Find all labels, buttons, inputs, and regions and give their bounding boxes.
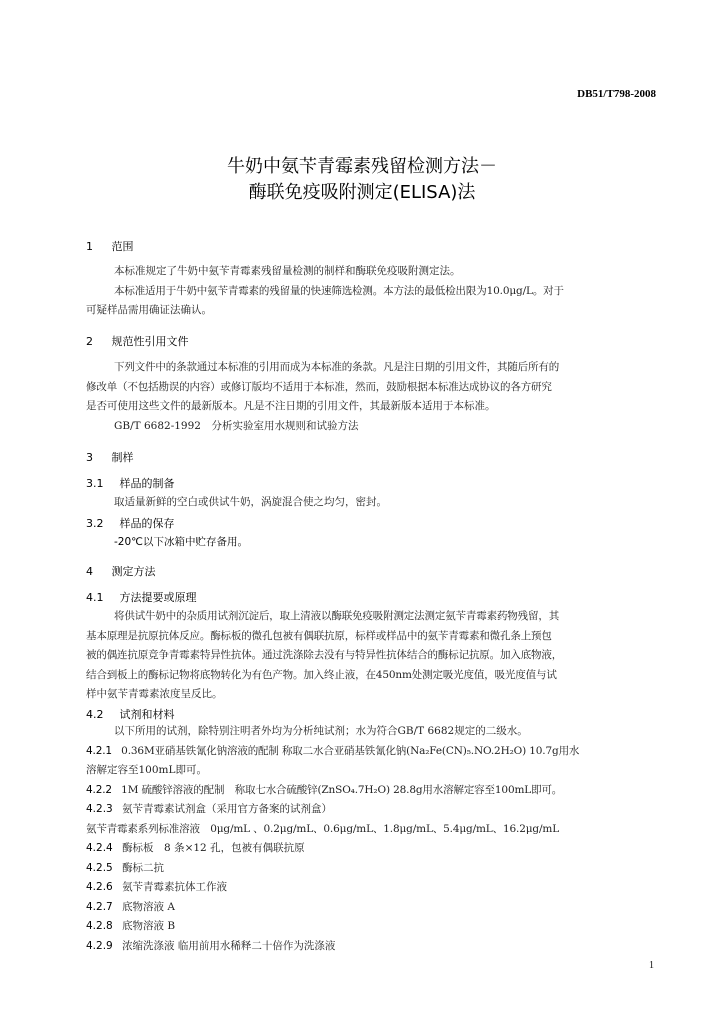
section-title: 测定方法 xyxy=(111,565,156,578)
subsection-3-1-heading xyxy=(86,475,175,491)
section-number: 3.1 xyxy=(86,477,104,490)
section-2-heading xyxy=(86,333,189,349)
subsection-4-1-heading xyxy=(86,589,197,605)
document-number: DB51/T798-2008 xyxy=(577,88,656,100)
paragraph: 取适量新鲜的空白或供试牛奶，涡旋混合使之均匀，密封。 xyxy=(114,496,387,508)
section-number: 1 xyxy=(86,240,93,253)
paragraph: 以下所用的试剂，除特别注明者外均为分析纯试剂；水为符合GB/T 6682规定的二级水。 xyxy=(114,725,528,737)
item-4-2-1 xyxy=(86,742,654,761)
subsection-3-2-heading xyxy=(86,515,175,531)
item-number: 4.2.7 xyxy=(86,901,113,913)
section-title: 试剂和材料 xyxy=(119,708,175,721)
item-number: 4.2.8 xyxy=(86,920,113,932)
section-title: 范围 xyxy=(111,240,134,253)
title-line-1: 牛奶中氨苄青霉素残留检测方法－ xyxy=(227,156,497,177)
item-4-2-2 xyxy=(86,781,654,800)
paragraph: 可疑样品需用确证法确认。 xyxy=(86,304,212,316)
item-4-2-6 xyxy=(86,878,654,897)
section-title: 方法提要或原理 xyxy=(119,591,197,604)
section-3-heading xyxy=(86,449,134,465)
item-text: 1M 硫酸锌溶液的配制 称取七水合硫酸锌(ZnSO₄.7H₂O) 28.8g用水溶解定容至100mL即可。 xyxy=(121,784,563,796)
reference-item: GB/T 6682-1992 分析实验室用水规则和试验方法 xyxy=(114,420,359,432)
item-4-2-9 xyxy=(86,937,654,956)
paragraph: 溶解定容至100mL即可。 xyxy=(86,764,207,776)
paragraph: 是否可使用这些文件的最新版本。凡是不注日期的引用文件，其最新版本适用于本标准。 xyxy=(86,400,496,412)
item-text: 酶标二抗 xyxy=(122,862,165,874)
item-text: 氨苄青霉素抗体工作液 xyxy=(122,881,228,893)
item-4-2-8 xyxy=(86,917,654,936)
item-number: 4.2.3 xyxy=(86,803,113,815)
subsection-4-2-heading xyxy=(86,706,175,722)
item-text: 底物溶液 B xyxy=(122,920,176,932)
item-text: 底物溶液 A xyxy=(122,901,175,913)
item-text: 0.36M亚硝基铁氰化钠溶液的配制 称取二水合亚硝基铁氰化钠(Na₂Fe(CN)₅.NO.2H₂O) 10.7g用水 xyxy=(121,745,580,757)
section-number: 4.2 xyxy=(86,708,104,721)
section-number: 3 xyxy=(86,451,93,464)
section-number: 3.2 xyxy=(86,517,104,530)
paragraph: -20℃以下冰箱中贮存备用。 xyxy=(114,536,248,548)
section-title: 规范性引用文件 xyxy=(111,335,189,348)
section-number: 4 xyxy=(86,565,93,578)
section-title: 样品的制备 xyxy=(119,477,175,490)
section-number: 2 xyxy=(86,335,93,348)
item-number: 4.2.5 xyxy=(86,862,113,874)
section-4-heading xyxy=(86,563,156,579)
item-number: 4.2.1 xyxy=(86,745,112,757)
paragraph: 修改单（不包括勘误的内容）或修订版均不适用于本标准，然而，鼓励根据本标准达成协议的各方研究 xyxy=(86,381,552,393)
item-4-2-7 xyxy=(86,898,654,917)
paragraph: 被的偶连抗原竞争青霉素特异性抗体。通过洗涤除去没有与特异性抗体结合的酶标记抗原。加入底物液， xyxy=(86,649,563,661)
section-title: 样品的保存 xyxy=(119,517,175,530)
section-number: 4.1 xyxy=(86,591,104,604)
item-text: 浓缩洗涤液 临用前用水稀释二十倍作为洗涤液 xyxy=(122,940,336,952)
item-number: 4.2.9 xyxy=(86,940,113,952)
section-title: 制样 xyxy=(111,451,134,464)
paragraph: 本标准规定了牛奶中氨苄青霉素残留量检测的制样和酶联免疫吸附测定法。 xyxy=(114,265,461,277)
page-number: 1 xyxy=(649,960,654,971)
section-1-heading xyxy=(86,238,134,254)
paragraph: 下列文件中的条款通过本标准的引用而成为本标准的条款。凡是注日期的引用文件，其随后所有的 xyxy=(114,361,560,373)
paragraph: 将供试牛奶中的杂质用试剂沉淀后，取上清液以酶联免疫吸附测定法测定氨苄青霉素药物残留，其 xyxy=(114,610,560,622)
paragraph: 基本原理是抗原抗体反应。酶标板的微孔包被有偶联抗原，标样或样品中的氨苄青霉素和微孔条上预包 xyxy=(86,630,552,642)
item-text: 酶标板 8 条×12 孔，包被有偶联抗原 xyxy=(122,842,305,854)
paragraph: 结合到板上的酶标记物将底物转化为有色产物。加入终止液，在450nm处测定吸光度值，吸光度值与试 xyxy=(86,669,557,681)
title-line-2: 酶联免疫吸附测定(ELISA)法 xyxy=(248,182,476,203)
item-number: 4.2.4 xyxy=(86,842,113,854)
paragraph: 样中氨苄青霉素浓度呈反比。 xyxy=(86,688,223,700)
paragraph: 氨苄青霉素系列标准溶液 0μg/mL 、0.2μg/mL、0.6μg/mL、1.8μg/mL、5.4μg/mL、16.2μg/mL xyxy=(86,823,560,835)
item-number: 4.2.2 xyxy=(86,784,112,796)
item-4-2-3 xyxy=(86,800,654,819)
item-number: 4.2.6 xyxy=(86,881,113,893)
item-4-2-5 xyxy=(86,859,654,878)
item-4-2-4 xyxy=(86,839,654,858)
paragraph: 本标准适用于牛奶中氨苄青霉素的残留量的快速筛选检测。本方法的最低检出限为10.0μg/L。对于 xyxy=(114,285,564,297)
item-text: 氨苄青霉素试剂盒（采用官方备案的试剂盒） xyxy=(122,803,333,815)
